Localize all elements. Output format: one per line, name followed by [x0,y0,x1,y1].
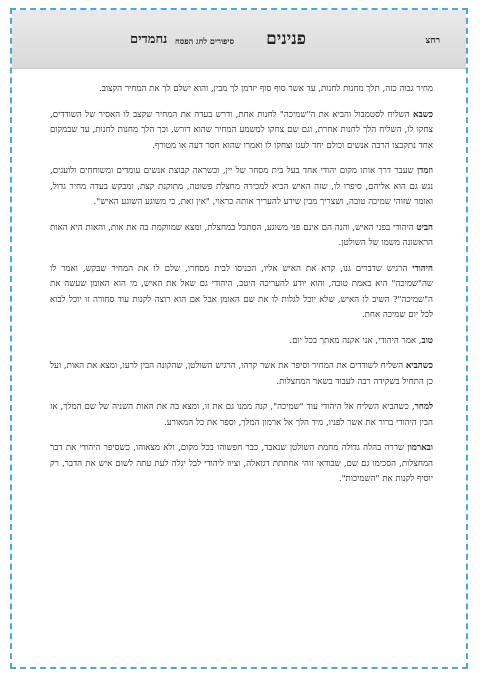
paragraph [50,262,433,324]
paragraph-text: השליח לשודדים את המחיר וסיפר את אשר קרהו, הרגיש השולטן, שהקונה הבין לרעו, ומצא את האות, ועל כן התחיל בשקידה רבה לעבוד בשאר המחצלות. [50,361,433,387]
paragraph-text: , כשהביא השליח אל היהודי עוד "שמיכה", קנה ממנו גם את זו, ומצא בה את האות השניה של שם המלך, אז הבין היהודי ברור את אשר לפניו, מיד הלך אל ארמון המלך, וספר את כל המאורע. [50,402,433,428]
paragraph [50,221,433,252]
paragraph-lead: וזמדן [416,166,433,176]
paragraph-text: מחיר גבוה כזה, תלך מחנות לחנות, עד אשר סוף סוף יזדמן לך מבין, והוא ישלם לך את המחיר הקצוב. [98,84,433,94]
page-header [12,10,466,69]
section-title: נחמדים [130,32,168,47]
paragraph-text: , אמר היהודי, אני אקנה מאתך בכל יום. [289,335,422,346]
paragraph [50,359,433,390]
paragraph-lead: כשהביא [405,361,433,371]
paragraph-lead: כשבא [413,109,433,120]
paragraph-lead: טוב [421,335,433,346]
article-body [50,82,433,498]
paragraph-lead: הביט [416,222,433,233]
chapter-label: רחצ [425,36,440,46]
paragraph [50,334,433,350]
paragraph-text: שררה בהלה גדולה מחמת השולטן שנאבד, כבר חפשוהו בכל מקום, ולא מצאוהו, כשסיפר היהודי את דבר המחצלות, הסכימו גם שם, שבודאי זוהי אחתתת דגואלה, וציוו ליהודי לבל יגלה לעת עתה לשום איש את הדבר, רק יוסיף לקנות את "השמיכות". [50,443,433,484]
paragraph [50,441,433,488]
book-subtitle: סיפורים לחג הפסח [175,36,234,46]
paragraph-text: שעבר דרך אותו מקום יהודי אחד בעל בית מסחר של יין, וכשראה קבוצת אנשים עומדים ומשוחחים ולועגים, נגש גם הוא אליהם, סיפרו לו, שזה האיש הביא למכירה מחצלת פשוטה, מתוקנת קצת, ומבקש בעדה מחיר גדול, ואומר שזוהי שמיכה טובה, ושצריך מבין שידע להעריך אותה כראוי, "אין זאת, כי משוגע השוגע האיש". [50,166,433,207]
paragraph-text: הרגיש שדברים גנו, קרא את האיש אליו, הכניסו לבית מסחרו, שלם לו את המחיר שבקש, ואמר לו שה"שמיכה" היא באמת טובה, והוא יודע להעריכה היטב, היהודי גם שאל את האיש, מי הוא האומן שעשה את ה"שמיכה"? השיב לו האיש, שלא יוכל לגלות לו את שם האומן אבל אם הוא רוצה לקנות עוד סחורה זו יוכל לבוא לכל יום שמיכה אחת. [50,263,433,320]
paragraph-lead: ובארמון [407,443,433,453]
paragraph-lead: למחר [414,402,433,412]
paragraph [50,82,433,98]
book-title: פנינים [266,29,306,49]
paragraph [50,108,433,155]
paragraph-text: השליח לסטמבול והביא את ה"שמיכה" לחנות אחת, ודרש בעדה את המחיר שקצב לו האסיר של השודדים, צחקו לו, השליח הלך לחנות אחרת, וגם שם צחקו למשמע המחיר שהוא דורש, וכך הלך מחנות לחנות, עד שבמקום אחד נתקבצו הרבה אנשים וכולם יחד לעגו וצחקו לו ואמרו שהוא חסר דעה או מטורף. [50,109,433,151]
paragraph-text: היהודי בפני האיש, והנה הם אינם פני משוגע, הסתכל במחצלת, ומצא שמווקמת בה את אות, והאות היא האות הראשונה משמו של השולטן. [50,222,433,248]
paragraph [50,400,433,431]
paragraph [50,164,433,211]
paragraph-lead: היהודי [412,263,433,274]
